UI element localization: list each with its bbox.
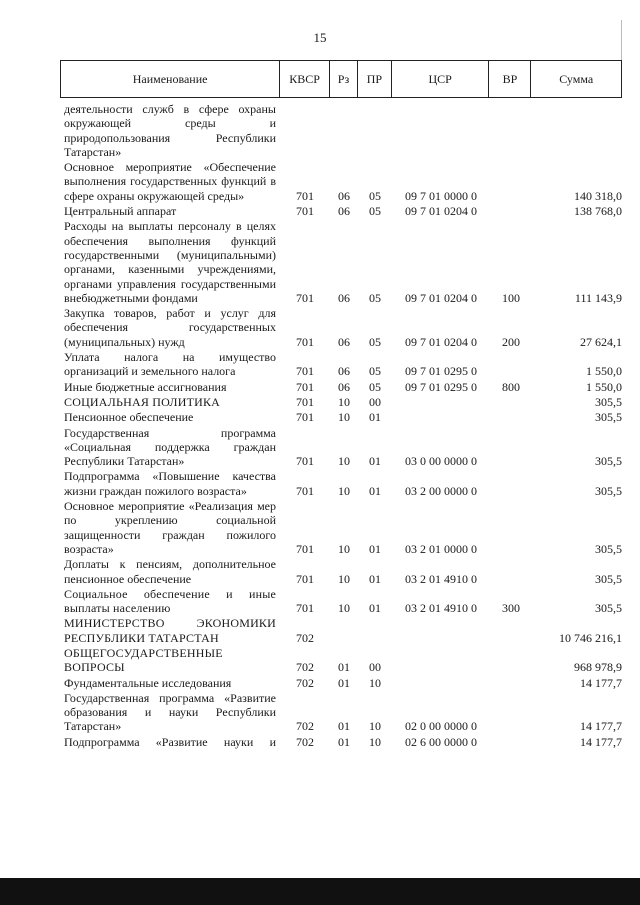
row-vr: 100 bbox=[502, 290, 520, 305]
row-rz: 10 bbox=[338, 601, 350, 616]
row-name: Центральный аппарат bbox=[64, 204, 177, 219]
row-name: Иные бюджетные ассигнования bbox=[64, 379, 227, 394]
row-csr: 09 7 01 0204 0 bbox=[405, 334, 477, 349]
table-row bbox=[60, 102, 622, 159]
row-sum: 1 550,0 bbox=[586, 379, 622, 394]
row-sum: 10 746 216,1 bbox=[559, 630, 622, 645]
row-sum: 27 624,1 bbox=[580, 334, 622, 349]
row-kvsr: 702 bbox=[296, 719, 314, 734]
row-csr: 02 6 00 0000 0 bbox=[405, 734, 477, 749]
row-name: Основное мероприятие «Обеспечение выполнения государственных функций в сфере охраны окружающей среды» bbox=[64, 160, 276, 203]
row-pr: 01 bbox=[369, 541, 381, 556]
table-row bbox=[60, 616, 622, 645]
row-kvsr: 702 bbox=[296, 630, 314, 645]
row-sum: 968 978,9 bbox=[574, 660, 622, 675]
row-name: Социальное обеспечение и иные выплаты населению bbox=[64, 586, 276, 616]
row-vr: 300 bbox=[502, 601, 520, 616]
row-kvsr: 702 bbox=[296, 734, 314, 749]
row-pr: 05 bbox=[369, 290, 381, 305]
table-row bbox=[60, 587, 622, 616]
row-kvsr: 701 bbox=[296, 364, 314, 379]
row-kvsr: 701 bbox=[296, 601, 314, 616]
row-sum: 305,5 bbox=[595, 483, 622, 498]
table-row bbox=[60, 499, 622, 556]
row-pr: 00 bbox=[369, 394, 381, 409]
table-row bbox=[60, 557, 622, 586]
row-name: Закупка товаров, работ и услуг для обеспечения государственных (муниципальных) нужд bbox=[64, 306, 276, 349]
row-name: МИНИСТЕРСТВО ЭКОНОМИКИ РЕСПУБЛИКИ ТАТАРСТАН bbox=[64, 616, 276, 645]
row-kvsr: 701 bbox=[296, 394, 314, 409]
row-kvsr: 701 bbox=[296, 541, 314, 556]
table-row bbox=[60, 469, 622, 498]
row-pr: 10 bbox=[369, 719, 381, 734]
row-kvsr: 701 bbox=[296, 379, 314, 394]
row-name: Пенсионное обеспечение bbox=[64, 410, 194, 425]
row-csr: 09 7 01 0204 0 bbox=[405, 290, 477, 305]
row-csr: 03 2 01 4910 0 bbox=[405, 571, 477, 586]
row-pr: 00 bbox=[369, 660, 381, 675]
table-row bbox=[60, 219, 622, 305]
row-csr: 09 7 01 0295 0 bbox=[405, 379, 477, 394]
row-rz: 10 bbox=[338, 394, 350, 409]
header-name: Наименование bbox=[61, 61, 280, 97]
row-name: Фундаментальные исследования bbox=[64, 675, 232, 690]
row-name: ОБЩЕГОСУДАРСТВЕННЫЕ ВОПРОСЫ bbox=[64, 645, 223, 675]
row-name: деятельности служб в сфере охраны окружающей среды и природопользования Республики Татарстан» bbox=[64, 102, 276, 159]
row-name: Подпрограмма «Повышение качества жизни граждан пожилого возраста» bbox=[64, 469, 276, 498]
row-csr: 09 7 01 0204 0 bbox=[405, 204, 477, 219]
table-header bbox=[60, 60, 622, 98]
table-row bbox=[60, 676, 622, 690]
row-pr: 01 bbox=[369, 571, 381, 586]
table-row bbox=[60, 380, 622, 394]
table-row bbox=[60, 350, 622, 379]
row-sum: 305,5 bbox=[595, 394, 622, 409]
row-rz: 06 bbox=[338, 204, 350, 219]
row-pr: 01 bbox=[369, 601, 381, 616]
row-rz: 10 bbox=[338, 483, 350, 498]
header-pr: ПР bbox=[358, 61, 392, 97]
row-kvsr: 701 bbox=[296, 454, 314, 469]
header-sum: Сумма bbox=[559, 71, 594, 86]
row-csr: 03 2 00 0000 0 bbox=[405, 483, 477, 498]
row-name: СОЦИАЛЬНАЯ ПОЛИТИКА bbox=[64, 394, 221, 409]
row-pr: 01 bbox=[369, 410, 381, 425]
row-name: Государственная программа «Социальная поддержка граждан Республики Татарстан» bbox=[64, 425, 276, 469]
row-kvsr: 701 bbox=[296, 483, 314, 498]
row-sum: 14 177,7 bbox=[580, 719, 622, 734]
row-name: Подпрограмма «Развитие науки и bbox=[64, 734, 276, 749]
table-row bbox=[60, 395, 622, 409]
header-kvsr: КВСР bbox=[280, 61, 330, 97]
row-name: Расходы на выплаты персоналу в целях обеспечения выполнения функций государственными (муниципальными) органами, казенными учреждениями, органами управления государственными внебюджетными фондами bbox=[64, 219, 276, 305]
row-kvsr: 701 bbox=[296, 188, 314, 203]
row-pr: 10 bbox=[369, 675, 381, 690]
row-pr: 01 bbox=[369, 483, 381, 498]
row-pr: 01 bbox=[369, 454, 381, 469]
header-csr: ЦСР bbox=[392, 61, 490, 97]
row-csr: 03 0 00 0000 0 bbox=[405, 454, 477, 469]
row-kvsr: 701 bbox=[296, 410, 314, 425]
row-pr: 05 bbox=[369, 188, 381, 203]
row-sum: 305,5 bbox=[595, 571, 622, 586]
table-row bbox=[60, 306, 622, 349]
row-vr: 200 bbox=[502, 334, 520, 349]
header-rz: Рз bbox=[330, 61, 358, 97]
table-body bbox=[60, 102, 622, 750]
table-row bbox=[60, 426, 622, 469]
table-row bbox=[60, 410, 622, 424]
row-rz: 01 bbox=[338, 660, 350, 675]
row-rz: 01 bbox=[338, 734, 350, 749]
row-pr: 05 bbox=[369, 334, 381, 349]
row-rz: 06 bbox=[338, 364, 350, 379]
row-sum: 138 768,0 bbox=[574, 204, 622, 219]
row-pr: 10 bbox=[369, 734, 381, 749]
scan-bottom-edge bbox=[0, 878, 640, 905]
table-row bbox=[60, 691, 622, 734]
header-vr: ВР bbox=[489, 61, 531, 97]
row-csr: 03 2 01 4910 0 bbox=[405, 601, 477, 616]
row-csr: 09 7 01 0295 0 bbox=[405, 364, 477, 379]
row-sum: 14 177,7 bbox=[580, 675, 622, 690]
row-pr: 05 bbox=[369, 379, 381, 394]
row-sum: 140 318,0 bbox=[574, 188, 622, 203]
row-rz: 06 bbox=[338, 188, 350, 203]
row-rz: 06 bbox=[338, 379, 350, 394]
row-vr: 800 bbox=[502, 379, 520, 394]
row-csr: 09 7 01 0000 0 bbox=[405, 188, 477, 203]
row-kvsr: 701 bbox=[296, 334, 314, 349]
row-pr: 05 bbox=[369, 364, 381, 379]
row-pr: 05 bbox=[369, 204, 381, 219]
row-csr: 03 2 01 0000 0 bbox=[405, 541, 477, 556]
row-rz: 01 bbox=[338, 675, 350, 690]
row-csr: 02 0 00 0000 0 bbox=[405, 719, 477, 734]
row-rz: 06 bbox=[338, 334, 350, 349]
row-sum: 305,5 bbox=[595, 541, 622, 556]
row-rz: 01 bbox=[338, 719, 350, 734]
row-rz: 06 bbox=[338, 290, 350, 305]
table-row bbox=[60, 646, 622, 675]
row-name: Государственная программа «Развитие образования и науки Республики Татарстан» bbox=[64, 690, 276, 734]
row-sum: 111 143,9 bbox=[574, 290, 622, 305]
table-row bbox=[60, 735, 622, 749]
row-rz: 10 bbox=[338, 410, 350, 425]
page-number: 15 bbox=[313, 30, 327, 45]
row-sum: 305,5 bbox=[595, 410, 622, 425]
row-sum: 305,5 bbox=[595, 454, 622, 469]
row-name: Уплата налога на имущество организаций и земельного налога bbox=[64, 350, 276, 379]
row-kvsr: 701 bbox=[296, 204, 314, 219]
table-row bbox=[60, 160, 622, 203]
row-rz: 10 bbox=[338, 541, 350, 556]
row-sum: 305,5 bbox=[595, 601, 622, 616]
row-kvsr: 702 bbox=[296, 675, 314, 690]
row-rz: 10 bbox=[338, 454, 350, 469]
row-kvsr: 701 bbox=[296, 290, 314, 305]
table-row bbox=[60, 204, 622, 218]
row-kvsr: 702 bbox=[296, 660, 314, 675]
row-sum: 1 550,0 bbox=[586, 364, 622, 379]
row-rz: 10 bbox=[338, 571, 350, 586]
row-name: Основное мероприятие «Реализация мер по укреплению социальной защищенности граждан пожилого возраста» bbox=[64, 499, 276, 556]
row-sum: 14 177,7 bbox=[580, 734, 622, 749]
row-kvsr: 701 bbox=[296, 571, 314, 586]
row-name: Доплаты к пенсиям, дополнительное пенсионное обеспечение bbox=[64, 557, 276, 586]
